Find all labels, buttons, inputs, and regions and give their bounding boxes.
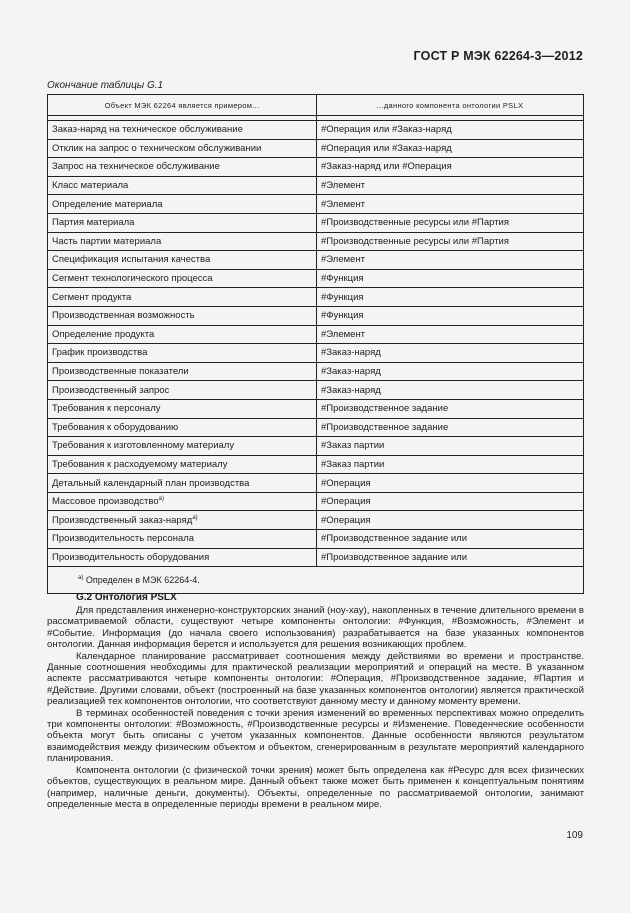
iec-object-label: Партия материала bbox=[52, 217, 135, 229]
pslx-component-cell: #Заказ-наряд bbox=[317, 362, 584, 381]
iec-object-cell bbox=[48, 213, 317, 232]
pslx-component-cell: #Функция bbox=[317, 288, 584, 307]
pslx-component-cell: #Функция bbox=[317, 269, 584, 288]
page-number: 109 bbox=[566, 830, 583, 841]
pslx-component-cell: #Функция bbox=[317, 306, 584, 325]
paragraph: Компонента онтологии (с физической точки зрения) может быть определена как #Ресурс для всех физических объектов, существующих в реальном мире. Данный объект также может быть применен к концептуальным понятиям (например, наличные деньги, документы). Объекты, определенные по рассматриваемой онтологии, занимают определенные места в определенные периоды времени в реальном мире. bbox=[47, 764, 584, 810]
pslx-component-cell: #Производственное задание bbox=[317, 399, 584, 418]
table-row bbox=[48, 437, 584, 456]
iec-object-cell bbox=[48, 232, 317, 251]
iec-object-cell bbox=[48, 362, 317, 381]
table-row bbox=[48, 474, 584, 493]
iec-object-cell bbox=[48, 121, 317, 140]
iec-object-cell bbox=[48, 381, 317, 400]
iec-object-label: Запрос на техническое обслуживание bbox=[52, 161, 220, 173]
iec-object-cell bbox=[48, 288, 317, 307]
table-row bbox=[48, 455, 584, 474]
iec-object-label: Отклик на запрос о техническом обслуживании bbox=[52, 142, 262, 154]
pslx-component-cell: #Операция или #Заказ-наряд bbox=[317, 121, 584, 140]
iec-object-cell bbox=[48, 418, 317, 437]
table-row bbox=[48, 511, 584, 530]
iec-object-label: Массовое производство bbox=[52, 496, 159, 508]
pslx-component-cell: #Заказ партии bbox=[317, 437, 584, 456]
iec-object-label: Класс материала bbox=[52, 180, 129, 192]
pslx-component-cell: #Операция или #Заказ-наряд bbox=[317, 139, 584, 158]
iec-object-label: Требования к персоналу bbox=[52, 403, 161, 415]
section-title: G.2 Онтология PSLX bbox=[76, 592, 177, 603]
iec-object-label: Часть партии материала bbox=[52, 235, 162, 247]
table-row bbox=[48, 418, 584, 437]
footnote-text: Определен в МЭК 62264-4. bbox=[83, 575, 200, 586]
iec-object-label: Производительность оборудования bbox=[52, 551, 210, 563]
table-row bbox=[48, 195, 584, 214]
iec-object-label: Сегмент технологического процесса bbox=[52, 273, 213, 285]
iec-object-cell bbox=[48, 474, 317, 493]
iec-object-label: Производительность персонала bbox=[52, 533, 195, 545]
iec-object-label: Производственный запрос bbox=[52, 384, 170, 396]
table-row bbox=[48, 176, 584, 195]
pslx-component-cell: #Производственные ресурсы или #Партия bbox=[317, 232, 584, 251]
iec-object-label: Спецификация испытания качества bbox=[52, 254, 211, 266]
column-header-pslx-component: ...данного компонента онтологии PSLX bbox=[317, 95, 584, 116]
ontology-table bbox=[47, 94, 584, 594]
table-row bbox=[48, 399, 584, 418]
pslx-component-cell: #Заказ партии bbox=[317, 455, 584, 474]
pslx-component-cell: #Элемент bbox=[317, 176, 584, 195]
table-row bbox=[48, 139, 584, 158]
table-row bbox=[48, 158, 584, 177]
pslx-component-cell: #Производственные ресурсы или #Партия bbox=[317, 213, 584, 232]
table-footnote-row bbox=[48, 567, 584, 594]
pslx-component-cell: #Заказ-наряд или #Операция bbox=[317, 158, 584, 177]
pslx-component-cell: #Заказ-наряд bbox=[317, 381, 584, 400]
pslx-component-cell: #Производственное задание или bbox=[317, 530, 584, 549]
iec-object-label: Производственная возможность bbox=[52, 310, 195, 322]
table-row bbox=[48, 530, 584, 549]
section-body bbox=[47, 605, 584, 810]
table-row bbox=[48, 548, 584, 567]
table-header-row bbox=[48, 95, 584, 116]
iec-object-label: Производственный заказ-наряд bbox=[52, 514, 193, 526]
iec-object-cell bbox=[48, 269, 317, 288]
table-row bbox=[48, 381, 584, 400]
iec-object-cell bbox=[48, 176, 317, 195]
table-caption: Окончание таблицы G.1 bbox=[47, 80, 164, 91]
pslx-component-cell: #Операция bbox=[317, 511, 584, 530]
table-row bbox=[48, 325, 584, 344]
pslx-component-cell: #Производственное задание или bbox=[317, 548, 584, 567]
iec-object-label: Детальный календарный план производства bbox=[52, 477, 250, 489]
pslx-component-cell: #Операция bbox=[317, 474, 584, 493]
table-row bbox=[48, 121, 584, 140]
paragraph: Календарное планирование рассматривает соотношения между действиями во времени и пространстве. Данные соотношения необходимы для практической реализации мероприятий и операций на месте. В указанном аспекте рассматриваются четыре компоненты онтологии: #Операция, #Производственное задание, #Партия и #Действие. Другими словами, объект (построенный на базе указанных компонентов онтологии) является практической реализацией тех компонентов онтологии, что соответствуют данному месту и данному моменту времени. bbox=[47, 650, 584, 708]
iec-object-cell bbox=[48, 251, 317, 270]
table-row bbox=[48, 251, 584, 270]
iec-object-cell bbox=[48, 530, 317, 549]
iec-object-cell bbox=[48, 325, 317, 344]
iec-object-cell bbox=[48, 437, 317, 456]
table-row bbox=[48, 269, 584, 288]
iec-object-label: Заказ-наряд на техническое обслуживание bbox=[52, 124, 243, 136]
iec-object-label: Определение продукта bbox=[52, 328, 155, 340]
footnote-marker: а) bbox=[192, 514, 198, 521]
table-row bbox=[48, 232, 584, 251]
iec-object-label: Сегмент продукта bbox=[52, 291, 132, 303]
iec-object-label: Требования к изготовленному материалу bbox=[52, 440, 235, 452]
iec-object-label: Производственные показатели bbox=[52, 366, 189, 378]
iec-object-label: Определение материала bbox=[52, 198, 163, 210]
iec-object-cell bbox=[48, 548, 317, 567]
table-row bbox=[48, 306, 584, 325]
iec-object-cell bbox=[48, 139, 317, 158]
table-row bbox=[48, 362, 584, 381]
footnote-marker: а) bbox=[78, 575, 84, 582]
table-row bbox=[48, 492, 584, 511]
paragraph: Для представления инженерно-конструкторских знаний (ноу-хау), накопленных в течение длительного времени в рассматриваемой области, существуют четыре компоненты онтологии: #Функция, #Возможность, #Элемент и #Событие. Информация (до начала своего использования) разрабатывается на базе указанных компонентов онтологии. Данная информация берется и используется для решения возникающих проблем. bbox=[47, 605, 584, 651]
iec-object-cell bbox=[48, 195, 317, 214]
footnote-marker: а) bbox=[158, 496, 164, 503]
iec-object-cell bbox=[48, 399, 317, 418]
table-row bbox=[48, 213, 584, 232]
iec-object-cell bbox=[48, 455, 317, 474]
table-row bbox=[48, 344, 584, 363]
document-header: ГОСТ Р МЭК 62264-3—2012 bbox=[413, 49, 583, 63]
iec-object-cell bbox=[48, 344, 317, 363]
pslx-component-cell: #Элемент bbox=[317, 195, 584, 214]
iec-object-label: Требования к оборудованию bbox=[52, 421, 179, 433]
iec-object-label: Требования к расходуемому материалу bbox=[52, 458, 228, 470]
iec-object-cell bbox=[48, 492, 317, 511]
pslx-component-cell: #Производственное задание bbox=[317, 418, 584, 437]
table-footnote bbox=[48, 567, 584, 594]
iec-object-cell bbox=[48, 306, 317, 325]
paragraph: В терминах особенностей поведения с точки зрения изменений во временных перспективах можно определить три компоненты онтологии: #Возможность, #Производственные ресурсы и #Изменение. Поведенческие особенности объекта могут быть описаны с учетом указанных компонентов. Данные особенности являются результатом взаимодействия между физическим объектом и объектом, сгенерированным в результате мероприятий календарного планирования. bbox=[47, 707, 584, 765]
pslx-component-cell: #Элемент bbox=[317, 251, 584, 270]
iec-object-label: График производства bbox=[52, 347, 148, 359]
pslx-component-cell: #Заказ-наряд bbox=[317, 344, 584, 363]
table-row bbox=[48, 288, 584, 307]
column-header-iec-object: Объект МЭК 62264 является примером... bbox=[48, 95, 317, 116]
iec-object-cell bbox=[48, 158, 317, 177]
iec-object-cell bbox=[48, 511, 317, 530]
pslx-component-cell: #Элемент bbox=[317, 325, 584, 344]
pslx-component-cell: #Операция bbox=[317, 492, 584, 511]
